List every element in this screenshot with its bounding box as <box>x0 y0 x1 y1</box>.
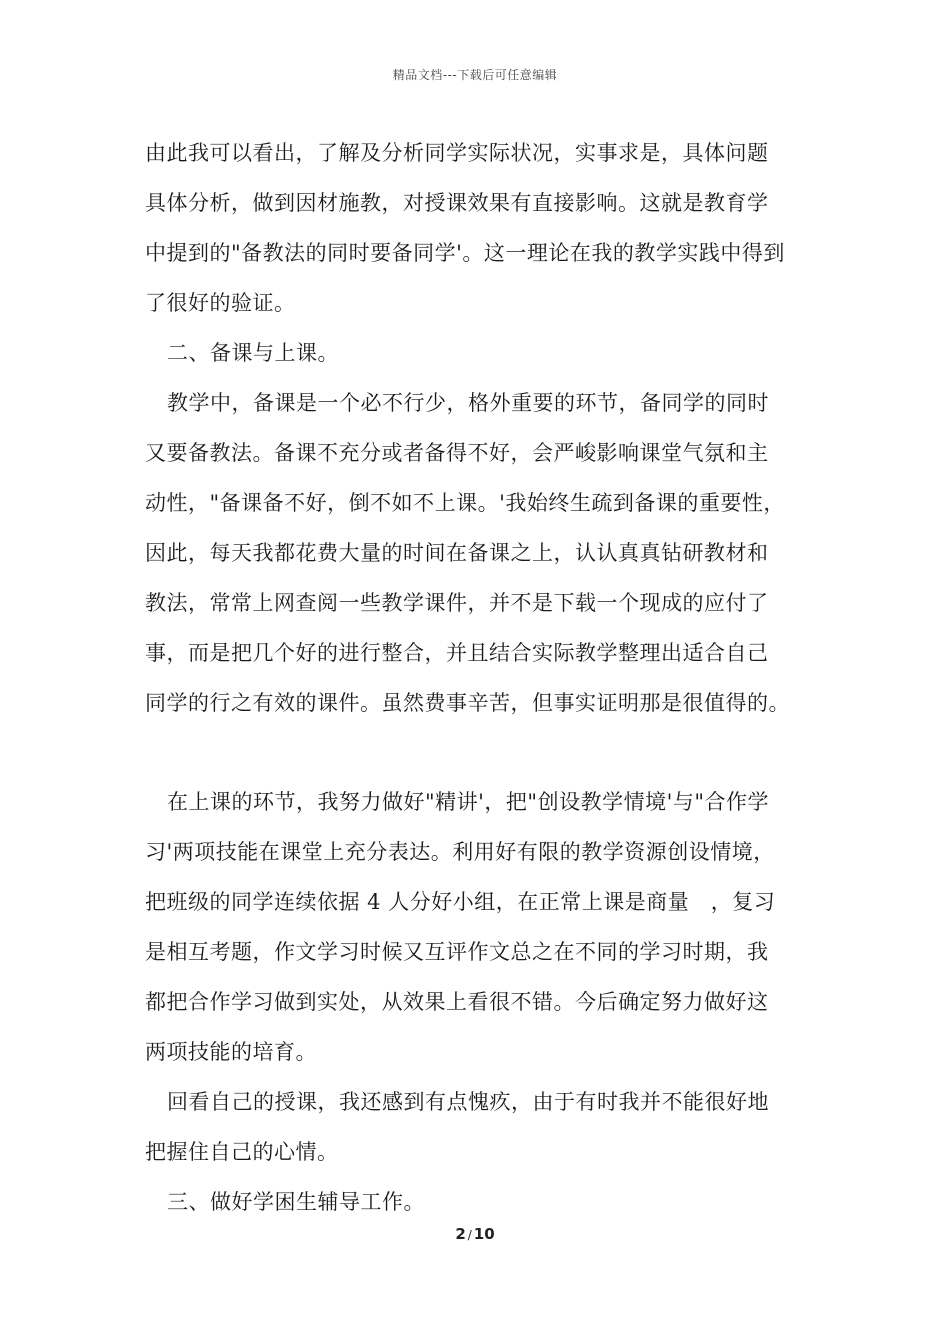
total-pages-number: 10 <box>473 1225 495 1243</box>
page-number <box>0 1225 950 1243</box>
page-header: 精品文档---下载后可任意编辑 <box>392 68 558 82</box>
paragraph-3 <box>145 777 825 1077</box>
text-line: 中提到的"备教法的同时要备同学'。这一理论在我的教学实践中得到 <box>145 241 785 265</box>
text-line: 动性，"备课备不好，倒不如不上课。'我始终生疏到备课的重要性， <box>145 491 785 515</box>
text-line: 由此我可以看出，了解及分析同学实际状况，实事求是，具体问题 <box>145 141 769 165</box>
paragraph-1 <box>145 128 825 328</box>
text-line: 是相互考题，作文学习时候又互评作文总之在不同的学习时期，我 <box>145 940 769 964</box>
text-line: 把班级的同学连续依据 4 人分好小组，在正常上课是商量 ，复习 <box>145 890 776 914</box>
text-line: 在上课的环节，我努力做好"精讲'，把"创设教学情境'与"合作学 <box>167 790 770 814</box>
section-heading-2: 二、备课与上课。 <box>167 341 339 365</box>
text-line: 又要备教法。备课不充分或者备得不好，会严峻影响课堂气氛和主 <box>145 441 769 465</box>
text-line: 习'两项技能在课堂上充分表达。利用好有限的教学资源创设情境， <box>145 840 775 864</box>
text-line: 教学中，备课是一个必不行少，格外重要的环节，备同学的同时 <box>167 391 769 415</box>
document-body <box>145 128 825 1227</box>
text-line: 事，而是把几个好的进行整合，并且结合实际教学整理出适合自己 <box>145 641 769 665</box>
text-line: 因此，每天我都花费大量的时间在备课之上，认认真真钻研教材和 <box>145 541 769 565</box>
text-line: 把握住自己的心情。 <box>145 1140 339 1164</box>
page-separator: / <box>467 1228 472 1242</box>
text-line: 教法，常常上网查阅一些教学课件，并不是下载一个现成的应付了 <box>145 591 769 615</box>
current-page-number: 2 <box>455 1225 466 1243</box>
text-line: 具体分析，做到因材施教，对授课效果有直接影响。这就是教育学 <box>145 191 769 215</box>
text-line: 回看自己的授课，我还感到有点愧疚，由于有时我并不能很好地 <box>167 1090 769 1114</box>
paragraph-gap <box>145 728 825 777</box>
paragraph-4 <box>145 1077 825 1177</box>
text-line: 了很好的验证。 <box>145 291 296 315</box>
section-heading-3: 三、做好学困生辅导工作。 <box>167 1190 425 1214</box>
text-line: 两项技能的培育。 <box>145 1040 317 1064</box>
paragraph-2 <box>145 378 825 728</box>
text-line: 同学的行之有效的课件。虽然费事辛苦，但事实证明那是很值得的。 <box>145 691 790 715</box>
text-line: 都把合作学习做到实处，从效果上看很不错。今后确定努力做好这 <box>145 990 769 1014</box>
